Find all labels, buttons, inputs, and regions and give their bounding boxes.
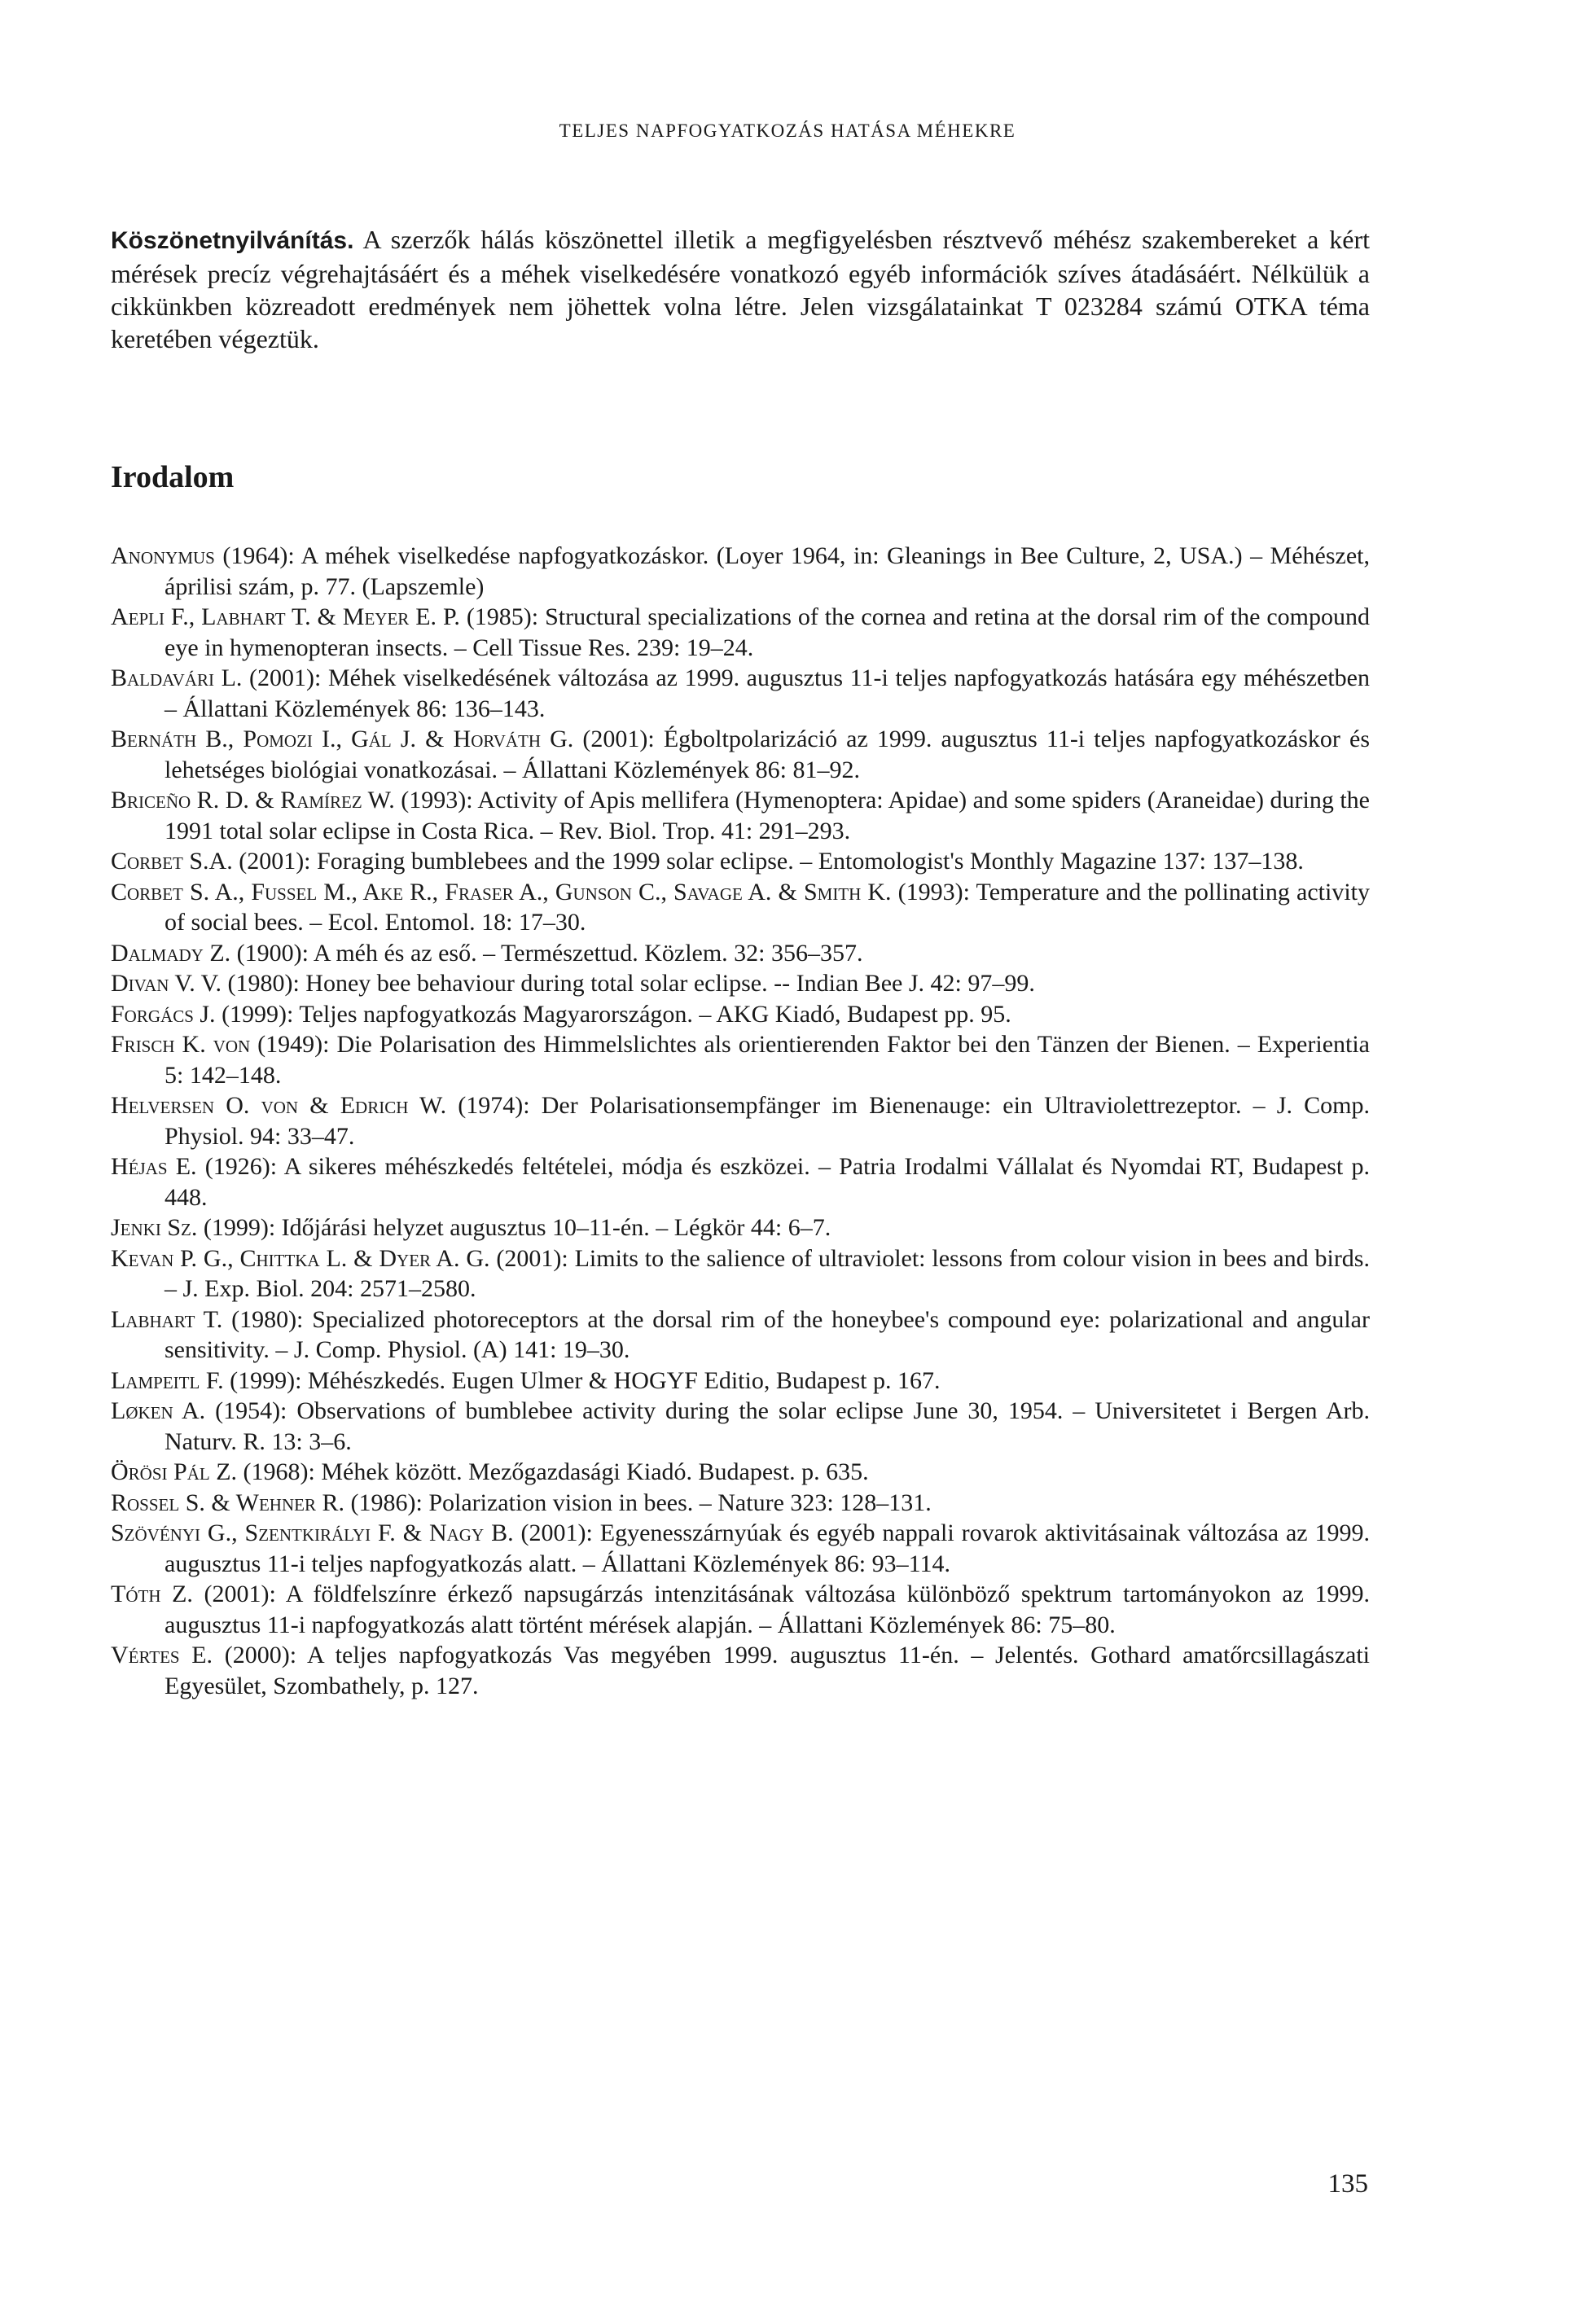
reference-authors: Corbet S. A., Fussel M., Ake R., Fraser A., Gunson C., Savage A. & Smith K. xyxy=(111,878,892,905)
reference-item xyxy=(111,1212,1370,1243)
reference-authors: Jenki Sz. xyxy=(111,1214,198,1241)
reference-authors: Vértes E. xyxy=(111,1642,213,1668)
reference-text: (1999): Méhészkedés. Eugen Ulmer & HOGYF Editio, Budapest p. 167. xyxy=(223,1366,941,1394)
reference-text: (1926): A sikeres méhészkedés feltételei, módja és eszközei. – Patria Irodalmi Vállalat és Nyomdai RT, Budapest p. 448. xyxy=(165,1153,1370,1211)
reference-authors: Tóth Z. xyxy=(111,1581,193,1607)
reference-item xyxy=(111,1396,1370,1457)
reference-authors: Labhart T. xyxy=(111,1305,223,1333)
reference-item xyxy=(111,1090,1370,1151)
reference-item xyxy=(111,724,1370,785)
reference-text: (1980): Specialized photoreceptors at the dorsal rim of the honeybee's compound eye: polarizational and angular sensitivity. – J. Comp. Physiol. (A) 141: 19–30. xyxy=(165,1305,1370,1363)
reference-text: (1985): Structural specializations of the cornea and retina at the dorsal rim of the compound eye in hymenopteran insects. – Cell Tissue Res. 239: 19–24. xyxy=(165,603,1371,661)
reference-text: (2001): A földfelszínre érkező napsugárzás intenzitásának változása különböző spektrum tartományokon az 1999. augusztus 11-i napfogyatkozás alatt történt mérések alapján. – Állattani Közlemények 86: 75–80. xyxy=(165,1581,1371,1638)
reference-item xyxy=(111,1579,1370,1640)
reference-text: (2001): Égboltpolarizáció az 1999. augusztus 11-i teljes napfogyatkozáskor és lehetséges biológiai vonatkozásai. – Állattani Közlemények 86: 81–92. xyxy=(165,726,1371,783)
reference-list xyxy=(111,541,1370,1701)
reference-item xyxy=(111,938,1370,969)
reference-authors: Rossel S. & Wehner R. xyxy=(111,1489,344,1516)
acknowledgement-text: A szerzők hálás köszönettel illetik a megfigyelésben résztvevő méhész szakembereket a kért mérések precíz végrehajtásáért és a méhek viselkedésére vonatkozó egyéb információk szíves átadásáért. Nélkülük a cikkünkben közreadott eredmények nem jöhettek volna létre. Jelen vizsgálatainkat T 023284 számú OTKA téma keretében végeztük. xyxy=(111,225,1370,353)
reference-text: (2001): Limits to the salience of ultraviolet: lessons from colour vision in bees and birds. – J. Exp. Biol. 204: 2571–2580. xyxy=(165,1244,1370,1302)
reference-text: (2001): Foraging bumblebees and the 1999 solar eclipse. – Entomologist's Monthly Magazine 137: 137–138. xyxy=(232,848,1304,875)
reference-item xyxy=(111,1243,1370,1305)
reference-item xyxy=(111,1488,1370,1519)
reference-authors: Aepli F., Labhart T. & Meyer E. P. xyxy=(111,603,460,630)
reference-item xyxy=(111,663,1370,724)
reference-authors: Baldavári L. xyxy=(111,664,243,691)
reference-item xyxy=(111,602,1370,663)
reference-text: (1993): Activity of Apis mellifera (Hymenoptera: Apidae) and some spiders (Araneidae) during the 1991 total solar eclipse in Costa Rica. – Rev. Biol. Trop. 41: 291–293. xyxy=(165,787,1370,844)
reference-text: (2001): Méhek viselkedésének változása az 1999. augusztus 11-i teljes napfogyatkozás hatására egy méhészetben – Állattani Közlemények 86: 136–143. xyxy=(165,664,1370,722)
reference-item xyxy=(111,846,1370,877)
acknowledgement-paragraph xyxy=(111,223,1370,355)
reference-item xyxy=(111,1151,1370,1212)
reference-text: (1968): Méhek között. Mezőgazdasági Kiadó. Budapest. p. 635. xyxy=(237,1458,869,1485)
reference-text: (1949): Die Polarisation des Himmelslichtes als orientierenden Faktor bei den Tänzen der Bienen. – Experientia 5: 142–148. xyxy=(165,1031,1370,1089)
reference-authors: Lampeitl F. xyxy=(111,1366,224,1394)
page-number: 135 xyxy=(1327,2169,1368,2199)
reference-item xyxy=(111,785,1370,846)
reference-text: (2001): Egyenesszárnyúak és egyéb nappali rovarok aktivitásainak változása az 1999. augusztus 11-i teljes napfogyatkozás alatt. – Állattani Közlemények 86: 93–114. xyxy=(165,1519,1370,1577)
reference-text: (1986): Polarization vision in bees. – Nature 323: 128–131. xyxy=(344,1489,932,1516)
reference-authors: Frisch K. von xyxy=(111,1031,251,1058)
section-title: Irodalom xyxy=(111,460,235,494)
reference-text: (1993): Temperature and the pollinating activity of social bees. – Ecol. Entomol. 18: 17–30. xyxy=(165,878,1370,936)
reference-authors: Anonymus xyxy=(111,542,215,569)
reference-text: (1974): Der Polarisationsempfänger im Bienenauge: ein Ultraviolettrezeptor. – J. Comp. Physiol. 94: 33–47. xyxy=(165,1092,1370,1150)
reference-authors: Bernáth B., Pomozi I., Gál J. & Horváth G. xyxy=(111,726,574,752)
reference-item xyxy=(111,1366,1370,1397)
reference-text: (1964): A méhek viselkedése napfogyatkozáskor. (Loyer 1964, in: Gleanings in Bee Culture, 2, USA.) – Méhészet, áprilisi szám, p. 77. (Lapszemle) xyxy=(165,542,1370,600)
reference-text: (1980): Honey bee behaviour during total solar eclipse. -- Indian Bee J. 42: 97–99. xyxy=(221,970,1035,997)
reference-authors: Briceño R. D. & Ramírez W. xyxy=(111,787,395,813)
reference-authors: Corbet S.A. xyxy=(111,848,233,875)
reference-item xyxy=(111,999,1370,1030)
reference-item xyxy=(111,1518,1370,1579)
reference-item xyxy=(111,1640,1370,1701)
reference-authors: Szövényi G., Szentkirályi F. & Nagy B. xyxy=(111,1519,514,1546)
reference-authors: Divan V. V. xyxy=(111,970,222,997)
reference-authors: Løken A. xyxy=(111,1397,206,1424)
reference-item xyxy=(111,968,1370,999)
reference-text: (1999): Teljes napfogyatkozás Magyarországon. – AKG Kiadó, Budapest pp. 95. xyxy=(215,1000,1011,1028)
acknowledgement-lead: Köszönetnyilvánítás. xyxy=(111,227,354,254)
reference-authors: Kevan P. G., Chittka L. & Dyer A. G. xyxy=(111,1244,490,1272)
reference-item xyxy=(111,1457,1370,1488)
reference-text: (1954): Observations of bumblebee activity during the solar eclipse June 30, 1954. – Universitetet i Bergen Arb. Naturv. R. 13: 3–6. xyxy=(165,1397,1370,1455)
reference-authors: Dalmady Z. xyxy=(111,939,231,967)
reference-item xyxy=(111,541,1370,602)
reference-authors: Héjas E. xyxy=(111,1153,197,1180)
reference-item xyxy=(111,877,1370,938)
reference-text: (1999): Időjárási helyzet augusztus 10–11-én. – Légkör 44: 6–7. xyxy=(197,1214,831,1241)
reference-authors: Helversen O. von & Edrich W. xyxy=(111,1092,447,1119)
reference-authors: Forgács J. xyxy=(111,1000,216,1028)
reference-authors: Örösi Pál Z. xyxy=(111,1458,238,1485)
reference-text: (1900): A méh és az eső. – Természettud. Közlem. 32: 356–357. xyxy=(230,939,863,967)
reference-item xyxy=(111,1305,1370,1366)
reference-item xyxy=(111,1029,1370,1090)
running-header: TELJES NAPFOGYATKOZÁS HATÁSA MÉHEKRE xyxy=(559,121,1016,141)
reference-text: (2000): A teljes napfogyatkozás Vas megyében 1999. augusztus 11-én. – Jelentés. Gothard amatőrcsillagászati Egyesület, Szombathely, p. 127. xyxy=(165,1642,1371,1699)
